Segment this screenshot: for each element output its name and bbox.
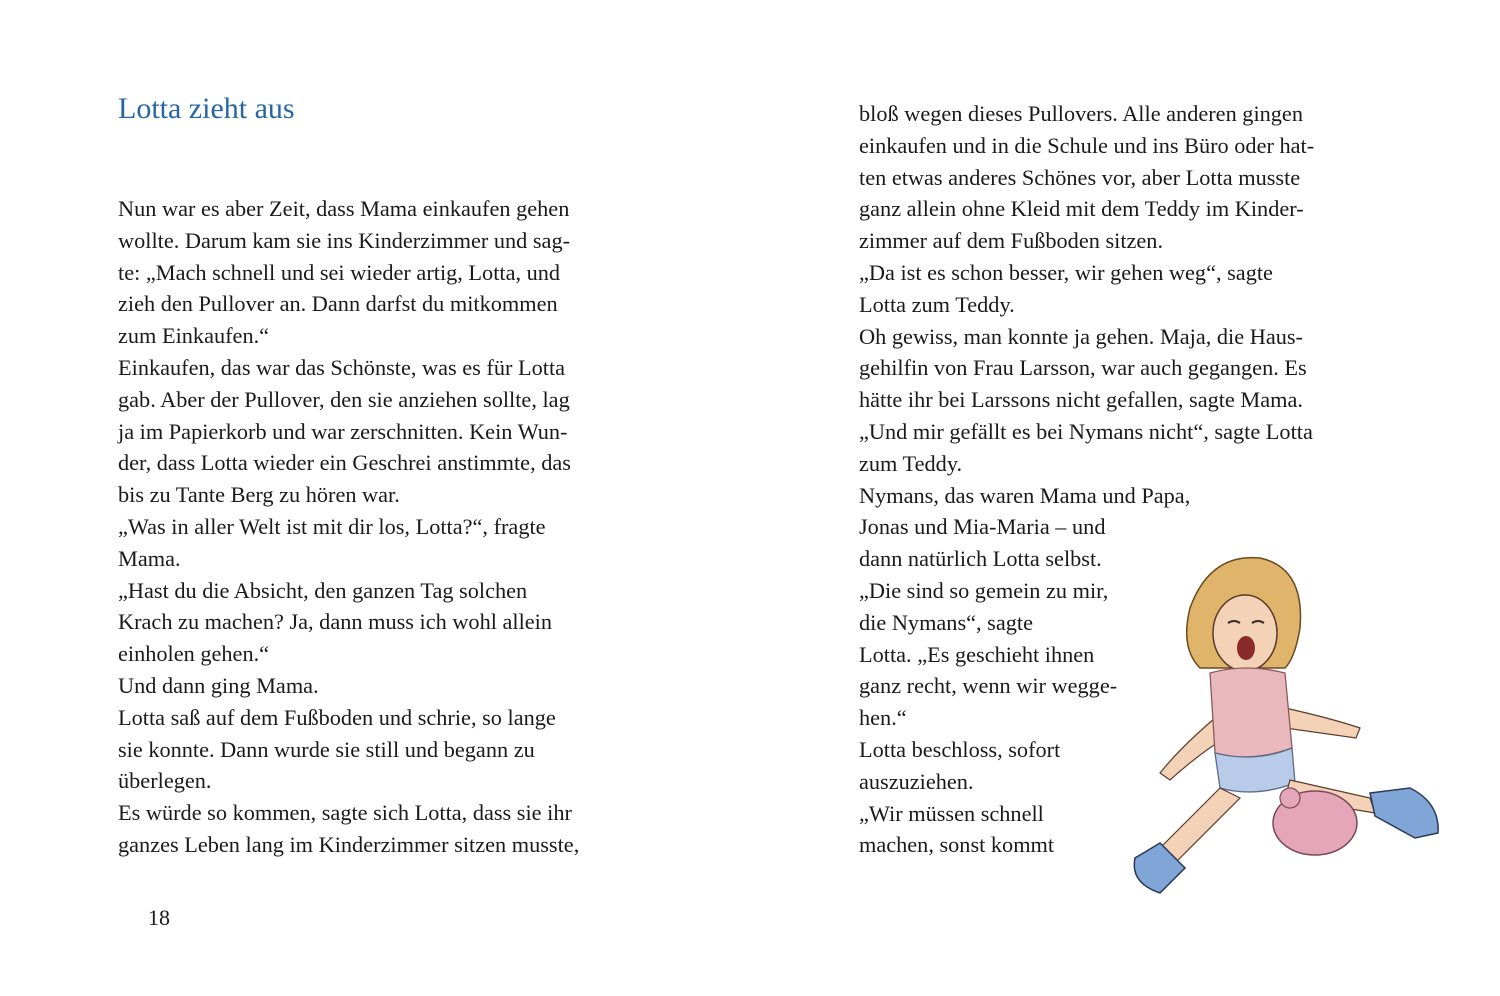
text-line: Und dann ging Mama. — [118, 672, 319, 698]
text-line: ten etwas anderes Schönes vor, aber Lotta musste — [859, 164, 1301, 190]
text-line: wollte. Darum kam sie ins Kinderzimmer und sag- — [118, 227, 571, 253]
text-line: Lotta zum Teddy. — [859, 291, 1015, 317]
text-line: dann natürlich Lotta selbst. — [859, 546, 1102, 572]
text-line: Lotta beschloss, sofort — [859, 736, 1061, 762]
text-line: Es würde so kommen, sagte sich Lotta, dass sie ihr — [118, 800, 572, 826]
shirt — [1210, 668, 1292, 757]
text-line: ganz allein ohne Kleid mit dem Teddy im Kinder- — [859, 196, 1304, 222]
text-line: bis zu Tante Berg zu hören war. — [118, 482, 400, 508]
text-line: überlegen. — [118, 768, 212, 794]
text-line: Lotta. „Es geschieht ihnen — [859, 641, 1095, 667]
text-line: ja im Papierkorb und war zerschnitten. Kein Wun- — [118, 418, 568, 444]
text-line: „Die sind so gemein zu mir, — [859, 577, 1109, 603]
text-line: auszuziehen. — [859, 768, 974, 794]
right-sock — [1370, 788, 1438, 838]
chapter-title: Lotta zieht aus — [118, 92, 295, 125]
text-line: Mama. — [118, 545, 181, 571]
text-line: einholen gehen.“ — [118, 641, 270, 667]
text-line: hen.“ — [859, 705, 907, 731]
text-line: Krach zu machen? Ja, dann muss ich wohl allein — [118, 609, 553, 635]
text-line: zum Teddy. — [859, 450, 963, 476]
text-line: einkaufen und in die Schule und ins Büro oder hat- — [859, 132, 1315, 158]
text-line: bloß wegen dieses Pullovers. Alle anderen gingen — [859, 101, 1303, 126]
text-line: zum Einkaufen.“ — [118, 323, 270, 349]
text-line: Oh gewiss, man konnte ja gehen. Maja, die Haus- — [859, 323, 1303, 349]
text-line: „Und mir gefällt es bei Nymans nicht“, sagte Lotta — [859, 418, 1313, 444]
text-line: Jonas und Mia-Maria – und — [859, 514, 1106, 540]
crying-girl-illustration — [1120, 548, 1460, 908]
text-line: zimmer auf dem Fußboden sitzen. — [859, 228, 1164, 254]
text-line: „Da ist es schon besser, wir gehen weg“, sagte — [859, 259, 1273, 285]
text-line: Lotta saß auf dem Fußboden und schrie, so lange — [118, 704, 556, 730]
text-line: „Wir müssen schnell — [859, 800, 1044, 826]
text-line: machen, sonst kommt — [859, 832, 1055, 858]
text-line: zieh den Pullover an. Dann darfst du mitkommen — [118, 291, 558, 317]
text-line: „Hast du die Absicht, den ganzen Tag solchen — [118, 577, 528, 603]
text-line: der, dass Lotta wieder ein Geschrei anstimmte, das — [118, 450, 571, 476]
text-line: ganz recht, wenn wir wegge- — [859, 673, 1118, 699]
text-line: die Nymans“, sagte — [859, 609, 1033, 635]
text-line: te: „Mach schnell und sei wieder artig, Lotta, und — [118, 259, 561, 285]
text-line: Nymans, das waren Mama und Papa, — [859, 482, 1191, 508]
text-line: Nun war es aber Zeit, dass Mama einkaufen gehen — [118, 196, 570, 221]
text-line: sie konnte. Dann wurde sie still und begann zu — [118, 736, 535, 762]
page-number: 18 — [148, 905, 170, 930]
text-line: Einkaufen, das war das Schönste, was es für Lotta — [118, 354, 566, 380]
text-line: ganzes Leben lang im Kinderzimmer sitzen musste, — [118, 831, 580, 857]
text-line: gab. Aber der Pullover, den sie anziehen sollte, lag — [118, 386, 570, 412]
text-line: „Was in aller Welt ist mit dir los, Lotta?“, fragte — [118, 513, 546, 539]
left-page-text — [118, 193, 579, 861]
text-line: hätte ihr bei Larssons nicht gefallen, sagte Mama. — [859, 387, 1303, 413]
text-line: gehilfin von Frau Larsson, war auch gegangen. Es — [859, 355, 1307, 381]
